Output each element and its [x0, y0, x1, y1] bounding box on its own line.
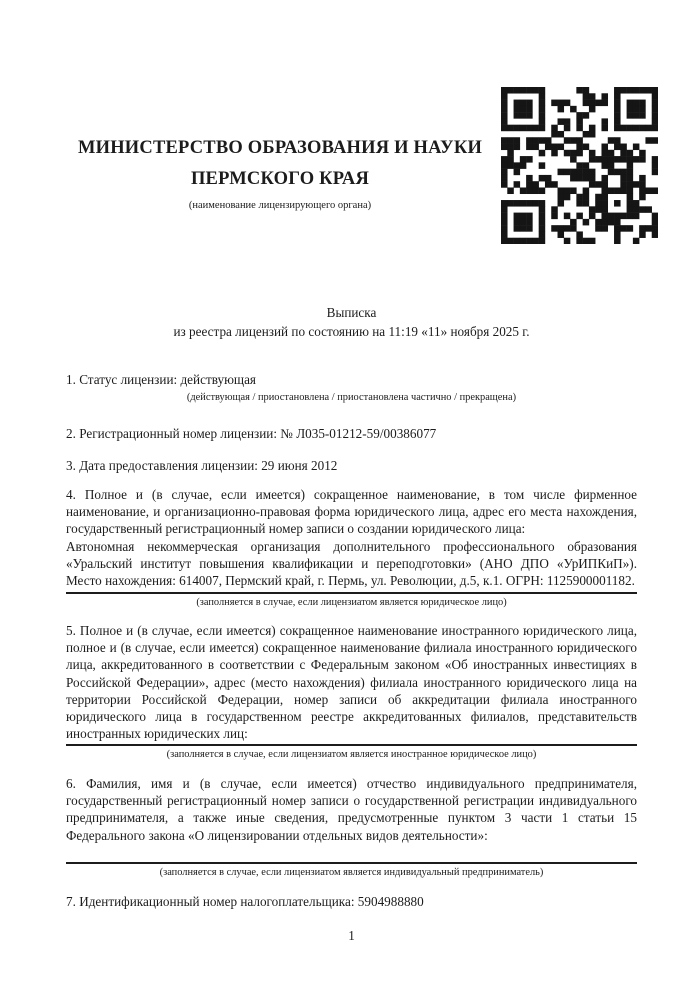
field-taxpayer-id: 7. Идентификационный номер налогоплательщика: 5904988880: [66, 893, 424, 909]
field-license-status: 1. Статус лицензии: действующая: [66, 372, 257, 387]
field-foreign-entity-label: 5. Полное и (в случае, если имеется) сокращенное наименование иностранного юридического лица, полное и (в случае, если имеется) сокращенное наименование филиала иностранного юридического лица, аккредитованного в соответствии с Федеральным законом «Об иностранных инвестициях в Российской Федерации», адрес (место нахождения) филиала иностранного юридического лица на территории Российской Федерации, номер записи об аккредитации филиала иностранного юридического лица в государственном реестре аккредитованных филиалов, представительств иностранных юридических лиц:: [66, 622, 637, 742]
document-title-line1: Выписка: [326, 305, 377, 320]
page-number: 1: [348, 928, 355, 944]
field-individual-entrepreneur-note: (заполняется в случае, если лицензиатом является индивидуальный предприниматель): [159, 866, 544, 878]
org-name-line2: ПЕРМСКОГО КРАЯ: [190, 169, 370, 189]
field-legal-entity-value: Автономная некоммерческая организация дополнительного профессионального образования «Уральский институт повышения квалификации и переподготовки» (АНО ДПО «УрИПКиП»). Место нахождения: 614007, Пермский край, г. Пермь, ул. Революции, д.5, к.1. ОГРН: 1125900001182.: [66, 538, 637, 589]
qr-code-icon: [501, 87, 658, 244]
document-title-line2: из реестра лицензий по состоянию на 11:19 «11» ноября 2025 г.: [173, 324, 530, 339]
licensing-authority-name: [66, 133, 494, 195]
field-license-status-note: (действующая / приостановлена / приостановлена частично / прекращена): [186, 392, 517, 404]
licensing-authority-caption: (наименование лицензирующего органа): [188, 200, 372, 211]
field-foreign-entity-note: (заполняется в случае, если лицензиатом является иностранное юридическое лицо): [166, 748, 537, 760]
field-legal-entity-note: (заполняется в случае, если лицензиатом является юридическое лицо): [196, 596, 507, 608]
licensing-authority-block: [66, 133, 494, 211]
field-registration-number: 2. Регистрационный номер лицензии: № Л035-01212-59/00386077: [66, 426, 437, 442]
org-name-line1: МИНИСТЕРСТВО ОБРАЗОВАНИЯ И НАУКИ: [77, 138, 483, 158]
separator-line: [66, 862, 637, 864]
document-header: [66, 83, 637, 243]
field-legal-entity-label: 4. Полное и (в случае, если имеется) сокращенное наименование, в том числе фирменное наименование, и организационно-правовая форма юридического лица, адрес его места нахождения, государственный регистрационный номер записи о создании юридического лица:: [66, 486, 637, 537]
separator-line: [66, 744, 637, 746]
field-license-grant-date: 3. Дата предоставления лицензии: 29 июня 2012: [66, 457, 338, 473]
document-title: [66, 303, 637, 341]
field-individual-entrepreneur-label: 6. Фамилия, имя и (в случае, если имеется) отчество индивидуального предпринимателя, государственный регистрационный номер записи о государственной регистрации индивидуального предпринимателя, а также иные сведения, предусмотренные пунктом 3 части 1 статьи 15 Федерального закона «О лицензировании отдельных видов деятельности»:: [66, 775, 637, 843]
separator-line: [66, 592, 637, 594]
